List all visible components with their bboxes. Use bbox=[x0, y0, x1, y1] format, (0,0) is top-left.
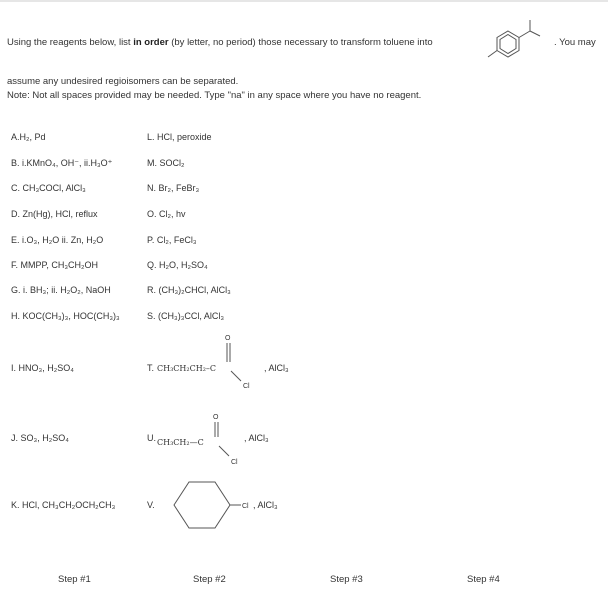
reagent-letter: M. bbox=[147, 158, 157, 168]
reagent-letter: V. bbox=[147, 500, 155, 510]
reagent-letter: E. bbox=[11, 235, 20, 245]
reagent-text: CH₃COCl, AlCl₃ bbox=[22, 183, 86, 193]
reagent-text: SO₃, H₂SO₄ bbox=[20, 433, 69, 443]
t-chain-text: CH₃CH₂CH₂–C bbox=[157, 364, 217, 373]
reagent-letter: O. bbox=[147, 209, 157, 219]
reagent-text: i.O₃, H₂O ii. Zn, H₂O bbox=[22, 235, 104, 245]
reagent-n bbox=[147, 183, 199, 193]
reagent-letter: Q. bbox=[147, 260, 157, 270]
u-chlorine-label: Cl bbox=[231, 459, 238, 466]
reagent-text: Cl₂, FeCl₃ bbox=[156, 235, 197, 245]
reagent-text: i. BH₃; ii. H₂O₂, NaOH bbox=[23, 285, 111, 295]
top-divider bbox=[0, 0, 608, 2]
reagent-letter: J. bbox=[11, 433, 19, 443]
step-4-label: Step #4 bbox=[467, 574, 500, 585]
reagent-g bbox=[11, 285, 111, 295]
reagent-u-suffix: , AlCl₃ bbox=[244, 433, 269, 443]
reagent-q bbox=[147, 260, 208, 270]
v-chlorine-label: Cl bbox=[242, 503, 249, 510]
reagent-f bbox=[11, 260, 98, 270]
question-note: Note: Not all spaces provided may be needed. Type "na" in any space where you have no reagent. bbox=[7, 90, 422, 101]
u-oxygen-label: O bbox=[213, 414, 219, 421]
step-2-label: Step #2 bbox=[193, 574, 226, 585]
reagent-letter: B. bbox=[11, 158, 20, 168]
reagent-letter: A. bbox=[11, 132, 20, 142]
reagent-text: (CH₃)₃CCl, AlCl₃ bbox=[158, 311, 225, 321]
reagent-s bbox=[147, 311, 224, 321]
reagent-j bbox=[11, 433, 69, 443]
reagent-c bbox=[11, 183, 86, 193]
target-molecule-structure-icon bbox=[478, 18, 548, 68]
step-3-label: Step #3 bbox=[330, 574, 363, 585]
reagent-d bbox=[11, 209, 98, 219]
reagent-letter: F. bbox=[11, 260, 19, 270]
reagent-text: HNO₃, H₂SO₄ bbox=[18, 363, 74, 373]
reagent-letter: T. bbox=[147, 363, 155, 373]
reagent-o bbox=[147, 209, 186, 219]
reagent-text: HCl, CH₃CH₂OCH₂CH₃ bbox=[22, 500, 116, 510]
question-text-post: (by letter, no period) those necessary to transform toluene into bbox=[168, 37, 433, 48]
question-text-bold: in order bbox=[133, 37, 169, 48]
reagent-v-suffix: , AlCl₃ bbox=[253, 500, 278, 510]
question-text-line1 bbox=[7, 37, 433, 48]
reagent-m bbox=[147, 158, 185, 168]
reagent-letter: R. bbox=[147, 285, 156, 295]
reagent-letter: U. bbox=[147, 433, 156, 443]
t-chlorine-label: Cl bbox=[243, 383, 250, 390]
reagent-text: MMPP, CH₃CH₂OH bbox=[20, 260, 99, 270]
reagent-letter: I. bbox=[11, 363, 17, 373]
reagent-text: H₂O, H₂SO₄ bbox=[159, 260, 208, 270]
reagent-text: KOC(CH₃)₃, HOC(CH₃)₃ bbox=[22, 311, 120, 321]
question-text-line2: assume any undesired regioisomers can be separated. bbox=[7, 76, 239, 87]
reagent-i bbox=[11, 363, 74, 373]
reagent-text: SOCl₂ bbox=[159, 158, 185, 168]
step-1-label: Step #1 bbox=[58, 574, 91, 585]
reagent-letter: S. bbox=[147, 311, 156, 321]
reagent-text: Cl₂, hv bbox=[159, 209, 186, 219]
cyclohexyl-chloride-structure-icon bbox=[157, 476, 257, 536]
reagent-p bbox=[147, 235, 197, 245]
reagent-text: Zn(Hg), HCl, reflux bbox=[22, 209, 98, 219]
reagent-a bbox=[11, 132, 46, 142]
reagent-letter: N. bbox=[147, 183, 156, 193]
reagent-b bbox=[11, 158, 112, 169]
question-text-tail: . You may bbox=[554, 37, 596, 48]
reagent-v bbox=[147, 500, 155, 510]
reagent-l bbox=[147, 132, 212, 142]
reagent-text: i.KMnO₄, OH⁻, ii.H₃O⁺ bbox=[22, 158, 113, 168]
reagent-letter: L. bbox=[147, 132, 155, 142]
reagent-h bbox=[11, 311, 120, 321]
u-chain-text: CH₃CH₂—C bbox=[157, 438, 204, 447]
reagent-text: (CH₃)₂CHCl, AlCl₃ bbox=[158, 285, 231, 295]
question-text-pre: Using the reagents below, list bbox=[7, 37, 134, 48]
reagent-e bbox=[11, 235, 103, 245]
reagent-text: H₂, Pd bbox=[19, 132, 46, 142]
reagent-k bbox=[11, 500, 115, 510]
reagent-letter: P. bbox=[147, 235, 155, 245]
reagent-t bbox=[147, 363, 154, 373]
reagent-u bbox=[147, 433, 156, 443]
reagent-letter: C. bbox=[11, 183, 20, 193]
reagent-r bbox=[147, 285, 231, 295]
reagent-letter: H. bbox=[11, 311, 20, 321]
t-oxygen-label: O bbox=[225, 335, 231, 342]
reagent-letter: G. bbox=[11, 285, 21, 295]
reagent-letter: K. bbox=[11, 500, 20, 510]
reagent-t-suffix: , AlCl₃ bbox=[264, 363, 289, 373]
reagent-text: HCl, peroxide bbox=[157, 132, 212, 142]
reagent-letter: D. bbox=[11, 209, 20, 219]
reagent-text: Br₂, FeBr₃ bbox=[158, 183, 200, 193]
